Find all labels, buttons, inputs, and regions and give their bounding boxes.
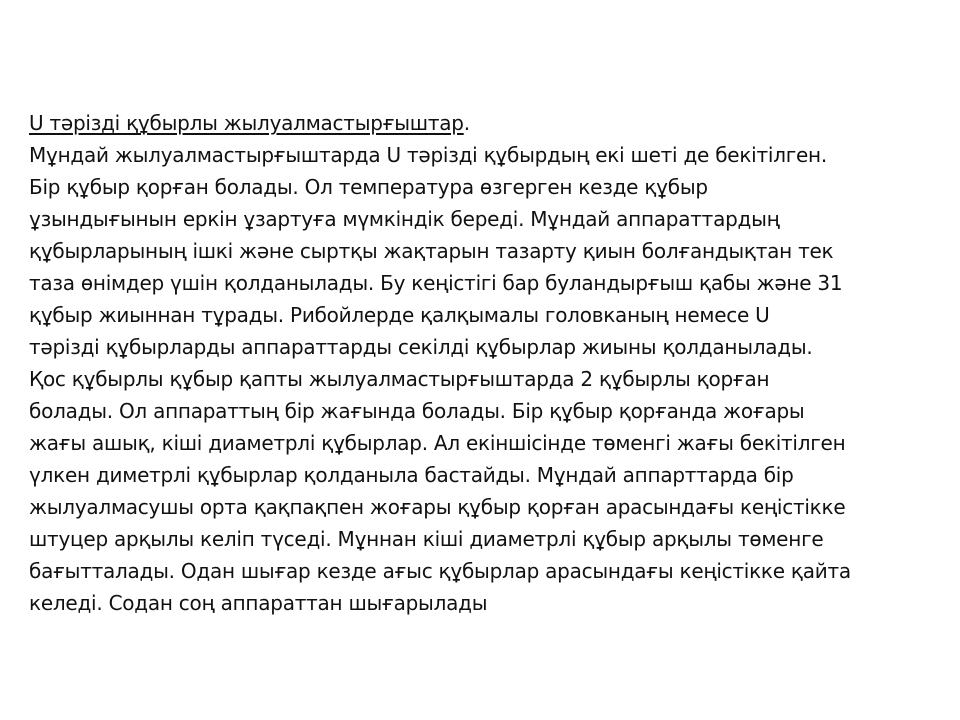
text-line-1: Мұндай жылуалмастырғыштарда U тәрізді құбырдың екі шеті де бекітілген. [29,143,827,167]
text-line-8: Қос құбырлы құбыр қапты жылуалмастырғыштарда 2 құбырлы қорған [29,367,770,391]
text-line-13: штуцер арқылы келіп түседі. Мұннан кіші диаметрлі құбыр арқылы төменге [29,527,824,551]
text-line-3: ұзындығынын еркін ұзартуға мүмкіндік береді. Мұндай аппараттардың [29,207,780,231]
text-line-11: үлкен диметрлі құбырлар қолданыла бастайды. Мұндай аппарттарда бір [29,463,794,487]
text-line-12: жылуалмасушы орта қақпақпен жоғары құбыр қорған арасындағы кеңістікке [29,495,846,519]
heading-line [29,107,929,139]
text-line-9: болады. Ол аппараттың бір жағында болады. Бір құбыр қорғанда жоғары [29,399,805,423]
text-line-6: құбыр жиыннан тұрады. Рибойлерде қалқымалы головканың немесе U [29,303,770,327]
text-line-4: құбырларының ішкі және сыртқы жақтарын тазарту қиын болғандықтан тек [29,239,834,263]
text-line-7: тәрізді құбырларды аппараттарды секілді құбырлар жиыны қолданылады. [29,335,813,359]
text-line-2: Бір құбыр қорған болады. Ол температура өзгерген кезде құбыр [29,175,708,199]
text-line-15: келеді. Содан соң аппараттан шығарылады [29,591,488,615]
text-line-5: таза өнімдер үшін қолданылады. Бу кеңістігі бар буландырғыш қабы және 31 [29,271,843,295]
heading-title: U тәрізді құбырлы жылуалмастырғыштар [29,111,464,135]
text-line-14: бағытталады. Одан шығар кезде ағыс құбырлар арасындағы кеңістікке қайта [29,559,851,583]
text-line-10: жағы ашық, кіші диаметрлі құбырлар. Ал екіншісінде төменгі жағы бекітілген [29,431,846,455]
text-block [29,107,929,619]
heading-period: . [463,111,470,135]
